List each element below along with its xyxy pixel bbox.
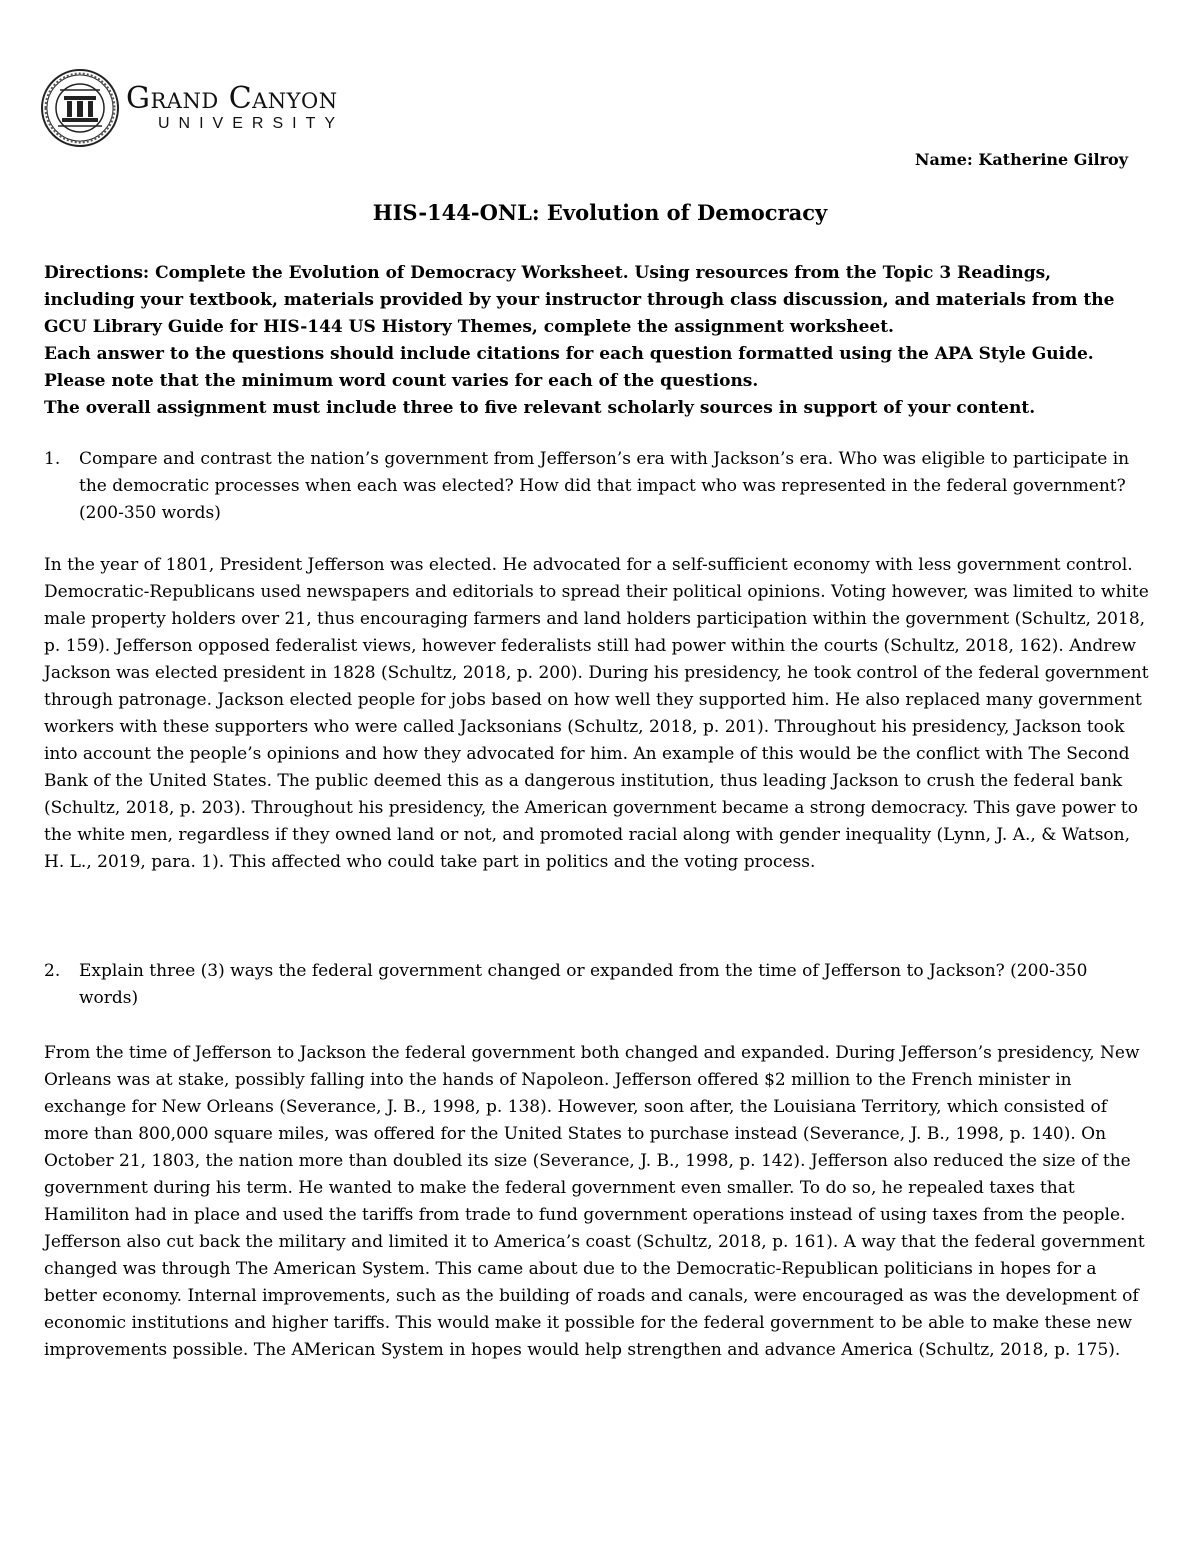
logo-text-main: Grand Canyon bbox=[126, 81, 338, 116]
question-text: Explain three (3) ways the federal government changed or expanded from the time of Jefferson to Jackson? (200-350 words) bbox=[79, 961, 1088, 1008]
question-text: Compare and contrast the nation’s government from Jefferson’s era with Jackson’s era. Who was eligible to participate in the democratic processes when each was elected? How did that impact who was represented in the federal government? (200-350 words) bbox=[79, 449, 1130, 523]
university-logo bbox=[40, 68, 344, 148]
question-number: 2. bbox=[44, 961, 61, 981]
question-1 bbox=[44, 446, 1144, 527]
university-wordmark bbox=[126, 83, 344, 133]
question-2 bbox=[44, 958, 1144, 1012]
directions-paragraph: Each answer to the questions should include citations for each question formatted using the APA Style Guide. Please note that the minimum word count varies for each of the questions. bbox=[44, 344, 1094, 391]
directions-block bbox=[44, 260, 1144, 422]
question-number: 1. bbox=[44, 449, 61, 469]
university-seal-icon bbox=[40, 68, 120, 148]
answer-1: In the year of 1801, President Jefferson was elected. He advocated for a self-sufficient economy with less government control. Democratic-Republicans used newspapers and editorials to spread their political opinions. Voting however, was limited to white male property holders over 21, thus encouraging farmers and land holders participation within the government (Schultz, 2018, p. 159). Jefferson opposed federalist views, however federalists still had power within the courts (Schultz, 2018, 162). Andrew Jackson was elected president in 1828 (Schultz, 2018, p. 200). During his presidency, he took control of the federal government through patronage. Jackson elected people for jobs based on how well they supported him. He also replaced many government workers with these supporters who were called Jacksonians (Schultz, 2018, p. 201). Throughout his presidency, Jackson took into account the people’s opinions and how they advocated for him. An example of this would be the conflict with The Second Bank of the United States. The public deemed this as a dangerous institution, thus leading Jackson to crush the federal bank (Schultz, 2018, p. 203). Throughout his presidency, the American government became a strong democracy. This gave power to the white men, regardless if they owned land or not, and promoted racial along with gender inequality (Lynn, J. A., & Watson, H. L., 2019, para. 1). This affected who could take part in politics and the voting process. bbox=[44, 555, 1149, 872]
student-name: Name: Katherine Gilroy bbox=[914, 150, 1128, 169]
answer-2: From the time of Jefferson to Jackson the federal government both changed and expanded. During Jefferson’s presidency, New Orleans was at stake, possibly falling into the hands of Napoleon. Jefferson offered $2 million to the French minister in exchange for New Orleans (Severance, J. B., 1998, p. 138). However, soon after, the Louisiana Territory, which consisted of more than 800,000 square miles, was offered for the United States to purchase instead (Severance, J. B., 1998, p. 140). On October 21, 1803, the nation more than doubled its size (Severance, J. B., 1998, p. 142). Jefferson also reduced the size of the government during his term. He wanted to make the federal government even smaller. To do so, he repealed taxes that Hamiliton had in place and used the tariffs from trade to fund government operations instead of using taxes from the people. Jefferson also cut back the military and limited it to America’s coast (Schultz, 2018, p. 161). A way that the federal government changed was through The American System. This came about due to the Democratic-Republican politicians in hopes for a better economy. Internal improvements, such as the building of roads and canals, were encouraged as was the development of economic institutions and higher tariffs. This would make it possible for the federal government to be able to make these new improvements possible. The AMerican System in hopes would help strengthen and advance America (Schultz, 2018, p. 175). bbox=[44, 1043, 1145, 1360]
page-title: HIS-144-ONL: Evolution of Democracy bbox=[372, 200, 828, 225]
logo-text-sub: UNIVERSITY bbox=[158, 115, 345, 132]
directions-paragraph: Directions: Complete the Evolution of Democracy Worksheet. Using resources from the Topic 3 Readings, including your textbook, materials provided by your instructor through class discussion, and materials from the GCU Library Guide for HIS-144 US History Themes, complete the assignment worksheet. bbox=[44, 263, 1115, 337]
directions-paragraph: The overall assignment must include three to five relevant scholarly sources in support of your content. bbox=[44, 398, 1036, 418]
